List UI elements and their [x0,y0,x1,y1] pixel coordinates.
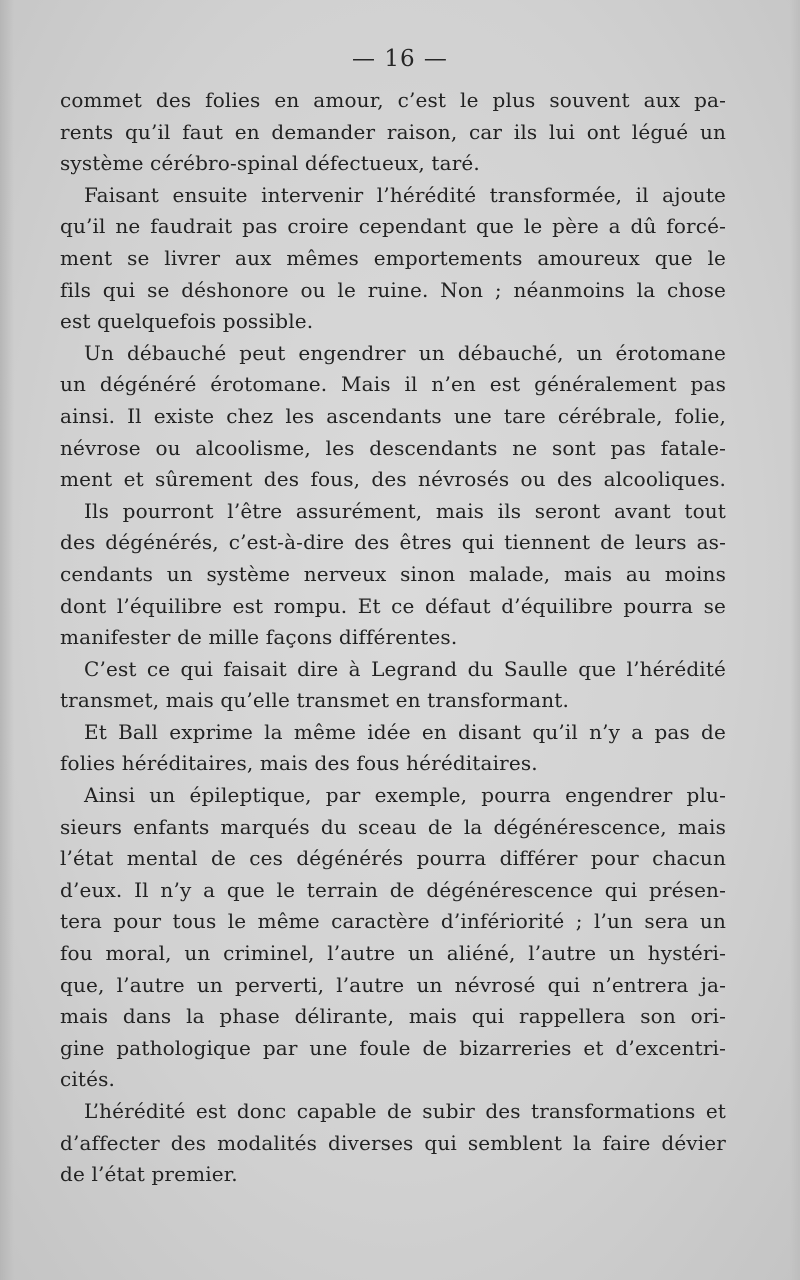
text-line: gine pathologique par une foule de bizarreries et d’excentri- [60,1035,726,1060]
text-line: d’affecter des modalités diverses qui semblent la faire dévier [60,1130,726,1155]
text-line: des dégénérés, c’est-à-dire des êtres qui tiennent de leurs as- [60,530,726,555]
text-line: rents qu’il faut en demander raison, car ils lui ont légué un [60,119,726,144]
text-line: Ils pourront l’être assurément, mais ils seront avant tout [84,498,726,523]
text-line: d’eux. Il n’y a que le terrain de dégénérescence qui présen- [60,877,726,902]
text-line: dont l’équilibre est rompu. Et ce défaut d’équilibre pourra se [60,593,726,618]
text-line: L’hérédité est donc capable de subir des transformations et [84,1099,726,1123]
text-line: tera pour tous le même caractère d’infériorité ; l’un sera un [60,909,726,934]
text-line: commet des folies en amour, c’est le plus souvent aux pa- [60,88,726,112]
text-line: C’est ce qui faisait dire à Legrand du Saulle que l’hérédité [84,656,726,681]
text-line: Et Ball exprime la même idée en disant qu’il n’y a pas de [84,719,726,744]
text-line: manifester de mille façons différentes. [60,625,458,650]
text-line: un dégénéré érotomane. Mais il n’en est généralement pas [60,372,726,397]
text-line: que, l’autre un perverti, l’autre un névrosé qui n’entrera ja- [60,972,726,997]
text-line: ainsi. Il existe chez les ascendants une tare cérébrale, folie, [60,403,726,428]
text-line: névrose ou alcoolisme, les descendants ne sont pas fatale- [60,435,726,460]
body-text [60,85,726,1191]
text-line: ment se livrer aux mêmes emportements amoureux que le [60,245,726,270]
text-line: ment et sûrement des fous, des névrosés ou des alcooliques. [60,467,726,492]
text-line: système cérébro-spinal défectueux, taré. [60,151,480,176]
text-line: cités. [60,1067,115,1092]
text-line: transmet, mais qu’elle transmet en transformant. [60,688,569,713]
text-line: mais dans la phase délirante, mais qui rappellera son ori- [60,1004,726,1029]
text-line: fou moral, un criminel, l’autre un aliéné, l’autre un hystéri- [60,941,726,966]
text-line: fils qui se déshonore ou le ruine. Non ; néanmoins la chose [60,277,726,302]
text-line: cendants un système nerveux sinon malade, mais au moins [60,561,726,586]
text-line: Faisant ensuite intervenir l’hérédité transformée, il ajoute [84,182,726,207]
page-number: — 16 — [352,46,448,72]
text-line: de l’état premier. [60,1162,238,1187]
text-line: Un débauché peut engendrer un débauché, un érotomane [84,340,726,365]
text-line: est quelquefois possible. [60,309,314,334]
text-line: folies héréditaires, mais des fous héréditaires. [60,751,538,776]
text-line: sieurs enfants marqués du sceau de la dégénérescence, mais [60,814,726,839]
text-line: l’état mental de ces dégénérés pourra différer pour chacun [60,846,726,871]
text-line: qu’il ne faudrait pas croire cependant que le père a dû forcé- [60,214,726,239]
text-line: Ainsi un épileptique, par exemple, pourra engendrer plu- [84,783,726,808]
